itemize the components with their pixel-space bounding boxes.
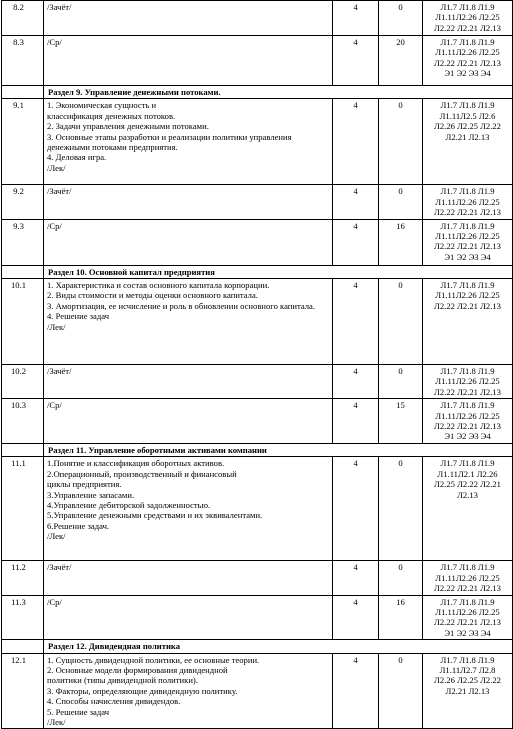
- row-semester: 4: [333, 457, 379, 561]
- row-topic: /Зачёт/: [44, 561, 333, 595]
- row-topic: 1.Понятие и классификация оборотных активов. 2.Операционный, производственный и финансовый циклы предприятия. 3.Управление запасами. 4.Управление дебиторской задолженностью. 5.Управление денежными средствами и их эквивалентами. 6.Решение задач. /Лек/: [44, 457, 333, 561]
- row-code: 12.1: [2, 653, 44, 729]
- section-code-cell: [2, 443, 44, 456]
- row-code: 8.2: [2, 1, 44, 36]
- table-row: [2, 219, 513, 265]
- table-row: [2, 279, 513, 365]
- row-semester: 4: [333, 99, 379, 185]
- row-hours: 16: [379, 595, 423, 640]
- row-semester: 4: [333, 185, 379, 219]
- row-literature: Л1.7 Л1.8 Л1.9 Л1.11Л2.26 Л2.25 Л2.22 Л2.21 Л2.13: [423, 561, 513, 595]
- table-row: [2, 99, 513, 185]
- section-title: Раздел 11. Управление оборотными активами компании: [44, 443, 513, 456]
- table-row: [2, 36, 513, 86]
- row-topic: /Ср/: [44, 36, 333, 86]
- row-literature: Л1.7 Л1.8 Л1.9 Л1.11Л2.26 Л2.25 Л2.22 Л2.21 Л2.13: [423, 185, 513, 219]
- table-row: [2, 185, 513, 219]
- row-literature: Л1.7 Л1.8 Л1.9 Л1.11Л2.26 Л2.25 Л2.22 Л2.21 Л2.13 Э1 Э2 Э3 Э4: [423, 595, 513, 640]
- section-code-cell: [2, 265, 44, 278]
- section-title: Раздел 9. Управление денежными потоками.: [44, 86, 513, 99]
- table-row: [2, 561, 513, 595]
- row-semester: 4: [333, 1, 379, 36]
- section-code-cell: [2, 86, 44, 99]
- row-topic: /Ср/: [44, 399, 333, 444]
- row-literature: Л1.7 Л1.8 Л1.9 Л1.11Л2.26 Л2.25 Л2.22 Л2.21 Л2.13 Э1 Э2 Э3 Э4: [423, 36, 513, 86]
- row-literature: Л1.7 Л1.8 Л1.9 Л1.11Л2.1 Л2.26 Л2.25 Л2.22 Л2.21 Л2.13: [423, 457, 513, 561]
- section-row: [2, 265, 513, 278]
- table-row: [2, 399, 513, 444]
- row-literature: Л1.7 Л1.8 Л1.9 Л1.11Л2.26 Л2.25 Л2.22 Л2.21 Л2.13: [423, 365, 513, 399]
- table-row: [2, 365, 513, 399]
- row-semester: 4: [333, 561, 379, 595]
- row-code: 11.3: [2, 595, 44, 640]
- row-code: 10.1: [2, 279, 44, 365]
- row-code: 9.3: [2, 219, 44, 265]
- row-topic: /Зачёт/: [44, 365, 333, 399]
- row-semester: 4: [333, 365, 379, 399]
- table-row: [2, 653, 513, 729]
- row-topic: 1. Характеристика и состав основного капитала корпорации. 2. Виды стоимости и методы оценки основного капитала. 3. Амортизация, ее исчисление и роль в обновлении основного капитала. 4. Решение задач /Лек/: [44, 279, 333, 365]
- row-semester: 4: [333, 595, 379, 640]
- curriculum-table: [1, 0, 513, 729]
- section-code-cell: [2, 640, 44, 653]
- row-hours: 0: [379, 365, 423, 399]
- row-hours: 0: [379, 561, 423, 595]
- row-semester: 4: [333, 279, 379, 365]
- row-topic: /Зачёт/: [44, 1, 333, 36]
- row-code: 11.2: [2, 561, 44, 595]
- row-hours: 0: [379, 185, 423, 219]
- row-topic: 1. Сущность дивидендной политики, ее основные теории. 2. Основные модели формирования дивидендной политики (типы дивидендной политики). 3. Факторы, определяющие дивидендную политику. 4. Способы начисления дивидендов. 5. Решение задач /Лек/: [44, 653, 333, 729]
- row-topic: /Зачёт/: [44, 185, 333, 219]
- row-literature: Л1.7 Л1.8 Л1.9 Л1.11Л2.26 Л2.25 Л2.22 Л2.21 Л2.13 Э1 Э2 Э3 Э4: [423, 219, 513, 265]
- curriculum-table-body: [2, 1, 513, 729]
- section-row: [2, 640, 513, 653]
- section-row: [2, 86, 513, 99]
- row-hours: 0: [379, 1, 423, 36]
- section-row: [2, 443, 513, 456]
- row-code: 10.3: [2, 399, 44, 444]
- row-topic: /Ср/: [44, 595, 333, 640]
- row-hours: 15: [379, 399, 423, 444]
- row-literature: Л1.7 Л1.8 Л1.9 Л1.11Л2.7 Л2.8 Л2.26 Л2.25 Л2.22 Л2.21 Л2.13: [423, 653, 513, 729]
- row-hours: 20: [379, 36, 423, 86]
- row-literature: Л1.7 Л1.8 Л1.9 Л1.11Л2.5 Л2.6 Л2.26 Л2.25 Л2.22 Л2.21 Л2.13: [423, 99, 513, 185]
- row-code: 8.3: [2, 36, 44, 86]
- row-code: 11.1: [2, 457, 44, 561]
- row-semester: 4: [333, 36, 379, 86]
- section-title: Раздел 10. Основной капитал предприятия: [44, 265, 513, 278]
- row-hours: 0: [379, 653, 423, 729]
- row-hours: 16: [379, 219, 423, 265]
- table-row: [2, 595, 513, 640]
- row-code: 9.1: [2, 99, 44, 185]
- section-title: Раздел 12. Дивидендная политика: [44, 640, 513, 653]
- table-row: [2, 1, 513, 36]
- row-literature: Л1.7 Л1.8 Л1.9 Л1.11Л2.26 Л2.25 Л2.22 Л2.21 Л2.13: [423, 279, 513, 365]
- row-hours: 0: [379, 279, 423, 365]
- table-row: [2, 457, 513, 561]
- row-semester: 4: [333, 219, 379, 265]
- row-topic: 1. Экономическая сущность и классификация денежных потоков. 2. Задачи управления денежными потоками. 3. Основные этапы разработки и реализации политики управления денежными потоками предприятия. 4. Деловая игра. /Лек/: [44, 99, 333, 185]
- row-code: 10.2: [2, 365, 44, 399]
- row-literature: Л1.7 Л1.8 Л1.9 Л1.11Л2.26 Л2.25 Л2.22 Л2.21 Л2.13 Э1 Э2 Э3 Э4: [423, 399, 513, 444]
- row-code: 9.2: [2, 185, 44, 219]
- row-semester: 4: [333, 653, 379, 729]
- row-literature: Л1.7 Л1.8 Л1.9 Л1.11Л2.26 Л2.25 Л2.22 Л2.21 Л2.13: [423, 1, 513, 36]
- row-hours: 0: [379, 457, 423, 561]
- row-topic: /Ср/: [44, 219, 333, 265]
- row-hours: 0: [379, 99, 423, 185]
- row-semester: 4: [333, 399, 379, 444]
